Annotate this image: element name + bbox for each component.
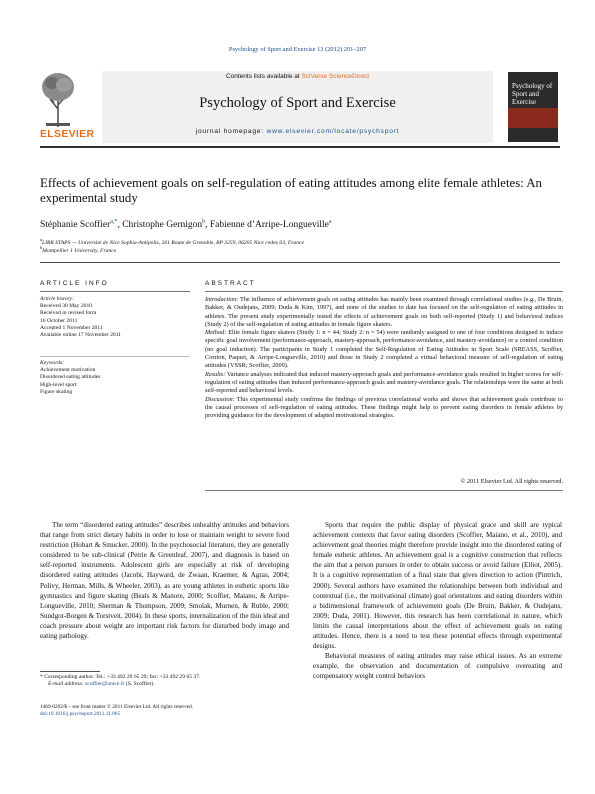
keyword[interactable]: Achievement motivation xyxy=(40,367,96,374)
copyright-notice: © 2011 Elsevier Ltd. All rights reserved. xyxy=(460,478,563,485)
body-column-left xyxy=(40,520,289,641)
keyword[interactable]: Figure skating xyxy=(40,388,73,395)
abstract-discussion: This experimental study confirms the findings of previous correlational works and shows that achievement goals contribute to the causal processes of self-regulation of eating attitudes. These findings might help to prevent eating disorders in female athletes by providing guidance for the development of adapted motivational strategies. xyxy=(205,395,563,420)
author-name: Christophe Gernigon xyxy=(122,220,203,231)
email-link[interactable]: scoffier@unice.fr xyxy=(85,681,125,687)
affiliation-marker: b xyxy=(40,245,43,250)
author-affiliation-marker[interactable]: a xyxy=(328,219,332,225)
author-name: Stéphanie Scoffier xyxy=(40,220,111,231)
history-line: 16 October 2011 xyxy=(40,317,78,324)
article-info-heading: ARTICLE INFO xyxy=(40,280,109,287)
history-label: Article history: xyxy=(40,296,75,302)
email-suffix: (S. Scoffier). xyxy=(124,681,155,687)
corresponding-author-footnote xyxy=(40,674,290,688)
author-affiliation-marker[interactable]: a,* xyxy=(110,219,118,225)
abstract-results: Variance analyses indicated that induced mastery-approach goals and performance-avoidance goals resulted in higher scores for self-regulation of eating attitudes than induced performance-approach goals and mastery-avoidance goals. The relationships were the same at both self-reported and behavioral levels. xyxy=(205,370,563,395)
journal-homepage xyxy=(102,128,493,135)
body-paragraph: Sports that require the public display of physical grace and skill are typical achievement contexts that favor eating disorders (Scoffier, Maiano, et al., 2010), and achievement goal theories might therefore provide insight into the disordered eating of female esthetic athletes. An achievement goal is a cognitive construction that reflects the aim that a person pursues in order to obtain success or avoid failure (Elliot, 2005). It is a cognitive representation of a final state that gives direction to action (Pintrich, 2000). Several authors have examined the relationships between both individual and contextual (i.e., the motivational climate) goal orientations and eating disorders within a bidimensional framework of achievement goals (De Bruin, Bakker, & Oudejans, 2009; Duda, 2001). However, this research has been correlational in nature, which limits the causal interpretations about the effect of achievement goals on eating attitudes. Hence, there is a need to test these potential effects through experimental designs. xyxy=(313,521,562,651)
keyword[interactable]: Disordered eating attitudes xyxy=(40,374,101,381)
abstract-discussion-label: Discussion: xyxy=(205,395,235,403)
doi-link[interactable]: doi:10.1016/j.psychsport.2011.11.005 xyxy=(40,710,121,717)
keyword[interactable]: High-level sport xyxy=(40,381,77,388)
abstract-method: Elite female figure skaters (Study 1: n = 44; Study 2: n = 54) were randomly assigned to one of four conditions designed to induce specific goal involvement (performance-approach, mastery-approach, performance-avoidance, and mastery-avoidance) or a control condition (no goal induction). The participants in Study 1 completed the Self-Regulation of Eating Attitudes in Sport Scale (SREASS, Scoffier, Corrion, Paquet, & Arripe-Longueville, 2010) and those in Study 2 completed a virtual behavioral measure of self-regulation of eating attitudes (VSSR; Scoffier, 2009). xyxy=(205,329,563,370)
author-list: Stéphanie Scoffier$^{a,*}$, Christophe Gernigon$^b$, Fabienne d’Arripe-Longueville$^a$ xyxy=(40,219,332,231)
abstract-intro-label: Introduction: xyxy=(205,296,239,303)
abstract-end-rule xyxy=(205,490,563,491)
contents-prefix: Contents lists available at xyxy=(225,73,302,80)
journal-reference[interactable]: Psychology of Sport and Exercise 13 (2012) 201–207 xyxy=(228,46,367,53)
history-line: Received in revised form xyxy=(40,310,97,317)
homepage-prefix: journal homepage: xyxy=(195,128,267,135)
cover-band xyxy=(508,108,558,128)
abstract-rule xyxy=(205,291,563,292)
abstract-body xyxy=(205,296,563,420)
body-column-right xyxy=(313,520,562,682)
elsevier-tree-logo xyxy=(40,64,76,134)
homepage-link[interactable]: www.elsevier.com/locate/psychsport xyxy=(266,128,400,135)
author-affiliation-marker[interactable]: b xyxy=(202,219,206,225)
affiliation-text: Montpellier 1 University, France xyxy=(42,247,117,254)
publisher-wordmark: ELSEVIER xyxy=(40,128,95,140)
article-history xyxy=(40,296,190,339)
journal-title: Psychology of Sport and Exercise xyxy=(199,95,396,111)
contents-line xyxy=(102,73,493,80)
header-rule xyxy=(40,146,560,148)
article-title: Effects of achievement goals on self-regulation of eating attitudes among elite female athletes: An experimental study xyxy=(40,176,542,205)
body-paragraph: The term “disordered eating attitudes” describes unhealthy attitudes and behaviors that range from strict dietary habits in order to lose or maintain weight to severe food restriction (Hobart & Smucker, 2000). In the psychosocial literature, they are generally considered to be sub-clinical (Petrie & Greenleaf, 2007), and diagnosis is based on self-reported instruments. Adolescent girls are especially at risk of developing disordered eating attitudes (Jacobi, Hayward, de Zwaan, Kraemer, & Agras, 2004; Polivy, Herman, Mills, & Wheeler, 2003), as are young athletes in esthetic sports like gymnastics and figure skating (Beals & Manore, 2000; Scoffier, Maiano, & Arripe-Longueville, 2010; Sherman & Thompson, 2009; Smolak, Murnen, & Ruble, 2000; Sundgot-Borgen & Torstveit, 2004). In these sports, internalization of the thin ideal and coach pressure about weight are important risk factors for disturbed body image and eating pathology. xyxy=(40,521,289,641)
email-label: E-mail address: xyxy=(48,681,84,687)
keywords-label: Keywords: xyxy=(40,360,65,366)
body-paragraph: Behavioral measures of eating attitudes may raise ethical issues. As an extreme example, the observation and documentation of compulsive overeating and compensatory weight control behaviors xyxy=(313,652,562,681)
sciencedirect-link[interactable]: SciVerse ScienceDirect xyxy=(301,73,370,80)
abstract-results-label: Results: xyxy=(205,370,226,378)
journal-cover-thumbnail xyxy=(508,72,558,142)
history-line: Accepted 1 November 2011 xyxy=(40,324,103,331)
history-line: Received 30 May 2010 xyxy=(40,303,93,310)
article-info-rule xyxy=(40,291,190,292)
abstract-method-label: Method: xyxy=(205,329,227,337)
author-name: Fabienne d’Arripe-Longueville xyxy=(209,220,329,231)
front-matter-notice xyxy=(40,704,290,717)
keywords xyxy=(40,360,190,396)
history-line: Available online 17 November 2011 xyxy=(40,332,122,339)
footnote-contact: * Corresponding author. Tel.: +33 492 29 65 29; fax: +33 492 29 65 37. xyxy=(40,674,201,680)
keywords-rule xyxy=(40,356,190,357)
abstract-heading: ABSTRACT xyxy=(205,280,256,287)
affiliation xyxy=(40,245,116,254)
affiliation-marker: a xyxy=(40,237,42,242)
issn-line: 1469-0292/$ – see front matter © 2011 Elsevier Ltd. All rights reserved. xyxy=(40,704,194,710)
cover-title: Psychology of Sport and Exercise xyxy=(512,82,553,106)
abstract-intro: The influence of achievement goals on eating attitudes has mainly been examined through correlational studies (e.g., De Bruin, Bakker, & Oudejans, 2009; Duda & Kim, 1997), and none of the studies to date has focused on the self-regulation of eating attitudes in athletes. The present study experimentally tested the effects of achievement goals on both self-reported (Study 1) and behavioral indices (Study 2) of the self-regulation of eating attitudes in female figure skaters. xyxy=(205,296,563,328)
footnote-rule xyxy=(40,671,100,672)
affiliation-text: LIRR STAPS — Université de Nice Sophia-Antipolis, 261 Route de Grenoble, BP 3259, 06205 Nice cedex 03, France xyxy=(42,239,304,246)
title-rule xyxy=(40,262,560,263)
